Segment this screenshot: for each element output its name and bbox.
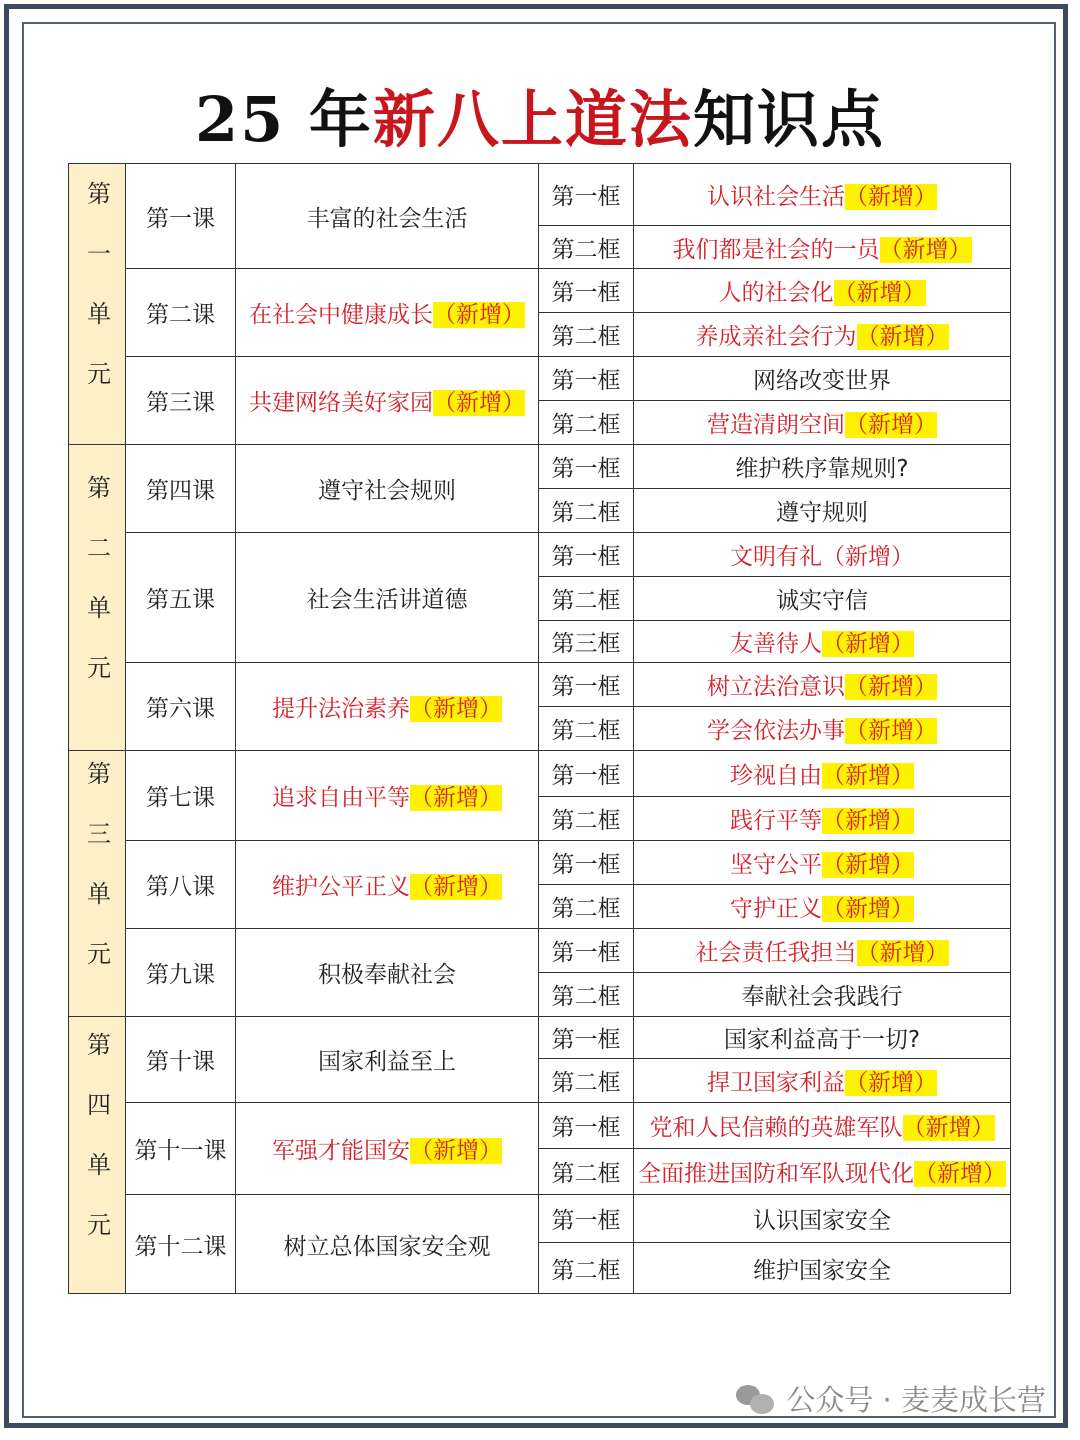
lesson-title-cell — [236, 445, 539, 533]
frame-title: 社会责任我担当 — [695, 940, 857, 966]
frame-title: 学会依法办事 — [707, 718, 845, 744]
frame-title: 营造清朗空间 — [707, 412, 845, 438]
lesson-title-cell — [236, 357, 539, 445]
frame-title-cell — [634, 841, 1011, 885]
frame-title-cell — [634, 164, 1011, 226]
frame-title: 珍视自由 — [730, 763, 822, 789]
frame-number: 第二框 — [539, 313, 634, 357]
lesson-title: 维护公平正义 — [272, 874, 410, 900]
new-tag: （新增） — [822, 763, 914, 789]
unit-label: 第四单元 — [82, 1032, 111, 1272]
lesson-title-cell — [236, 841, 539, 929]
lesson-title-cell — [236, 269, 539, 357]
new-tag: （新增） — [410, 696, 502, 722]
table-row — [69, 164, 1011, 226]
frame-title-cell — [634, 357, 1011, 401]
lesson-title: 提升法治素养 — [272, 696, 410, 722]
unit-cell — [69, 164, 126, 445]
new-tag: （新增） — [433, 390, 525, 416]
new-tag: （新增） — [845, 184, 937, 210]
frame-number: 第一框 — [539, 1103, 634, 1149]
frame-title-cell — [634, 929, 1011, 973]
frame-title: 国家利益高于一切? — [723, 1027, 921, 1053]
frame-number: 第二框 — [539, 226, 634, 269]
lesson-title: 共建网络美好家园 — [249, 390, 433, 416]
table-row — [69, 841, 1011, 885]
frame-number: 第二框 — [539, 885, 634, 929]
frame-title-cell — [634, 707, 1011, 751]
frame-number: 第一框 — [539, 533, 634, 577]
frame-title-cell — [634, 1195, 1011, 1243]
watermark — [736, 1378, 1046, 1419]
unit-label: 第二单元 — [82, 474, 111, 715]
frame-title-cell — [634, 1103, 1011, 1149]
new-tag: （新增） — [410, 874, 502, 900]
new-tag: （新增） — [822, 852, 914, 878]
frame-title: 文明有礼 — [730, 544, 822, 570]
lesson-title: 国家利益至上 — [318, 1049, 456, 1075]
title-prefix: 25 年 — [195, 83, 373, 156]
lesson-title: 积极奉献社会 — [318, 962, 456, 988]
frame-title-cell — [634, 226, 1011, 269]
lesson-title-cell — [236, 751, 539, 841]
lesson-number: 第七课 — [126, 751, 236, 841]
lesson-number: 第二课 — [126, 269, 236, 357]
frame-title: 树立法治意识 — [707, 674, 845, 700]
frame-number: 第一框 — [539, 357, 634, 401]
lesson-title-cell — [236, 663, 539, 751]
table-row — [69, 1103, 1011, 1149]
frame-title-cell — [634, 663, 1011, 707]
lesson-number: 第一课 — [126, 164, 236, 269]
frame-title-cell — [634, 1149, 1011, 1195]
knowledge-table — [68, 163, 1011, 1294]
unit-cell — [69, 1017, 126, 1294]
lesson-number: 第十课 — [126, 1017, 236, 1103]
new-tag: （新增） — [879, 236, 972, 263]
frame-title: 我们都是社会的一员 — [672, 236, 880, 263]
table-row — [69, 929, 1011, 973]
lesson-title: 树立总体国家安全观 — [283, 1233, 491, 1260]
title-suffix: 知识点 — [692, 83, 885, 156]
frame-number: 第一框 — [539, 445, 634, 489]
frame-title-cell — [634, 445, 1011, 489]
frame-title-cell — [634, 577, 1011, 621]
frame-title-cell — [634, 751, 1011, 797]
frame-number: 第二框 — [539, 1149, 634, 1195]
frame-title-cell — [634, 1017, 1011, 1059]
table-row — [69, 357, 1011, 401]
lesson-number: 第十一课 — [126, 1103, 236, 1195]
frame-title: 诚实守信 — [776, 588, 868, 614]
new-tag: （新增） — [410, 1138, 502, 1164]
frame-title: 认识社会生活 — [707, 184, 845, 210]
frame-title: 网络改变世界 — [753, 368, 891, 394]
new-tag: （新增） — [845, 718, 937, 744]
lesson-number: 第十二课 — [126, 1195, 236, 1294]
lesson-number: 第六课 — [126, 663, 236, 751]
frame-number: 第二框 — [539, 577, 634, 621]
new-tag: （新增） — [856, 940, 949, 966]
watermark-text: 公众号 · 麦麦成长营 — [786, 1383, 1046, 1417]
table-row — [69, 533, 1011, 577]
new-tag: （新增） — [410, 785, 502, 811]
frame-title-cell — [634, 533, 1011, 577]
lesson-title: 追求自由平等 — [272, 785, 410, 811]
frame-title: 守护正义 — [730, 896, 822, 922]
frame-title-cell — [634, 401, 1011, 445]
new-tag: （新增） — [833, 280, 926, 306]
frame-title: 遵守规则 — [776, 500, 868, 526]
frame-number: 第二框 — [539, 707, 634, 751]
new-tag: （新增） — [856, 324, 949, 350]
frame-title: 认识国家安全 — [753, 1208, 891, 1234]
new-tag: （新增） — [914, 1161, 1006, 1187]
frame-number: 第一框 — [539, 164, 634, 226]
lesson-title: 在社会中健康成长 — [249, 302, 433, 328]
frame-title-cell — [634, 973, 1011, 1017]
frame-number: 第一框 — [539, 269, 634, 313]
frame-number: 第一框 — [539, 1195, 634, 1243]
frame-number: 第三框 — [539, 621, 634, 663]
unit-label: 第三单元 — [82, 760, 111, 1001]
lesson-title-cell — [236, 929, 539, 1017]
frame-title-cell — [634, 797, 1011, 841]
table-row — [69, 445, 1011, 489]
frame-title: 党和人民信赖的英雄军队 — [649, 1115, 903, 1141]
lesson-title-cell — [236, 1195, 539, 1294]
frame-title: 维护国家安全 — [753, 1257, 891, 1284]
frame-number: 第二框 — [539, 401, 634, 445]
lesson-number: 第五课 — [126, 533, 236, 663]
frame-number: 第二框 — [539, 1059, 634, 1103]
unit-cell — [69, 445, 126, 751]
new-tag: （新增） — [822, 631, 914, 657]
frame-number: 第一框 — [539, 1017, 634, 1059]
frame-number: 第一框 — [539, 841, 634, 885]
frame-title-cell — [634, 1243, 1011, 1294]
table-row — [69, 269, 1011, 313]
frame-title: 坚守公平 — [730, 852, 822, 878]
title-highlight: 新八上道法 — [372, 83, 693, 156]
frame-number: 第二框 — [539, 489, 634, 533]
frame-number: 第二框 — [539, 973, 634, 1017]
lesson-title: 军强才能国安 — [272, 1138, 410, 1164]
frame-title: 践行平等 — [730, 808, 822, 834]
new-tag: （新增） — [902, 1115, 995, 1141]
frame-title-cell — [634, 1059, 1011, 1103]
lesson-title: 社会生活讲道德 — [306, 587, 468, 613]
frame-title-cell — [634, 621, 1011, 663]
table-row — [69, 1017, 1011, 1059]
unit-label: 第一单元 — [82, 181, 111, 421]
unit-cell — [69, 751, 126, 1017]
frame-title: 全面推进国防和军队现代化 — [638, 1161, 914, 1187]
frame-title: 维护秩序靠规则? — [735, 456, 909, 482]
frame-title-cell — [634, 313, 1011, 357]
frame-title: 人的社会化 — [718, 280, 834, 306]
table-row — [69, 751, 1011, 797]
frame-number: 第二框 — [539, 1243, 634, 1294]
table-row — [69, 663, 1011, 707]
new-tag: （新增） — [845, 1070, 937, 1096]
lesson-title-cell — [236, 1017, 539, 1103]
wechat-icon — [736, 1383, 776, 1415]
frame-title-cell — [634, 489, 1011, 533]
frame-title: 奉献社会我践行 — [741, 984, 903, 1010]
lesson-title-cell — [236, 1103, 539, 1195]
lesson-title-cell — [236, 533, 539, 663]
lesson-number: 第九课 — [126, 929, 236, 1017]
lesson-title-cell — [236, 164, 539, 269]
frame-number: 第一框 — [539, 751, 634, 797]
lesson-number: 第三课 — [126, 357, 236, 445]
lesson-number: 第八课 — [126, 841, 236, 929]
frame-title: 友善待人 — [730, 631, 822, 657]
lesson-title: 丰富的社会生活 — [306, 205, 468, 232]
frame-number: 第一框 — [539, 663, 634, 707]
new-tag: （新增） — [845, 674, 937, 700]
lesson-number: 第四课 — [126, 445, 236, 533]
frame-title-cell — [634, 269, 1011, 313]
new-tag: （新增） — [822, 808, 914, 834]
table-row — [69, 1195, 1011, 1243]
new-tag: （新增） — [433, 302, 525, 328]
lesson-title: 遵守社会规则 — [318, 478, 456, 504]
frame-title: 养成亲社会行为 — [695, 324, 857, 350]
frame-number: 第一框 — [539, 929, 634, 973]
new-tag: （新增） — [822, 896, 914, 922]
new-tag: （新增） — [822, 544, 914, 570]
frame-title: 捍卫国家利益 — [707, 1070, 845, 1096]
frame-number: 第二框 — [539, 797, 634, 841]
frame-title-cell — [634, 885, 1011, 929]
page-title — [0, 70, 1080, 159]
new-tag: （新增） — [845, 412, 937, 438]
